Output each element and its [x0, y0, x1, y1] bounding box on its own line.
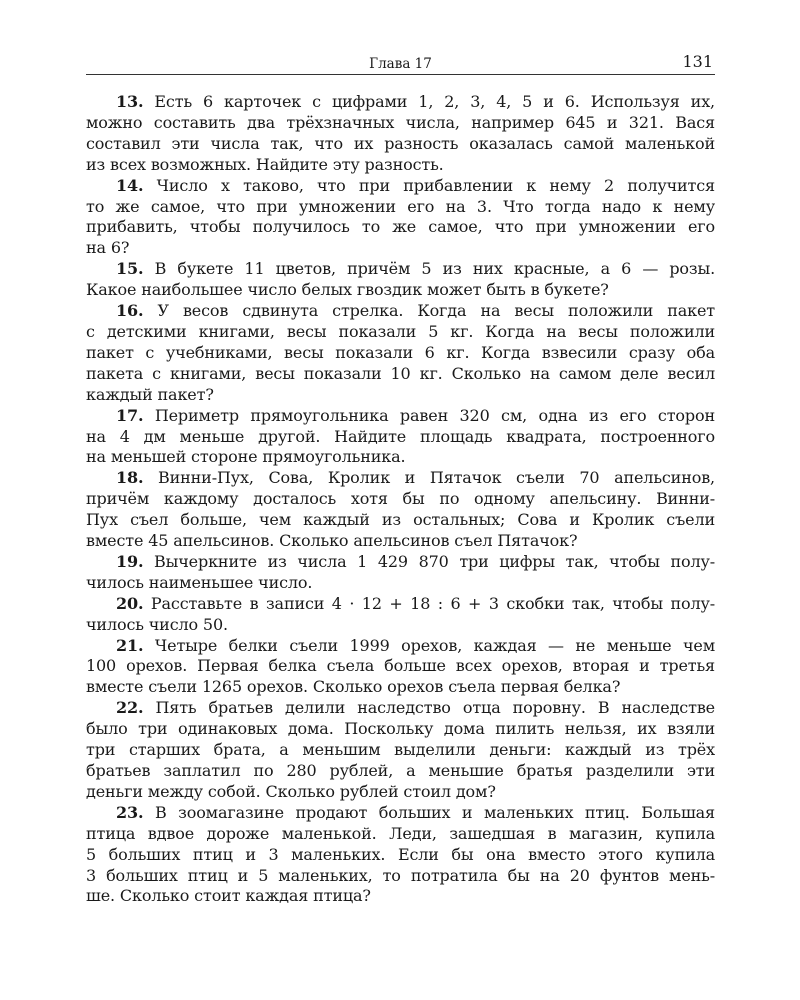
problem-number: 20. [116, 593, 144, 613]
problem-item [86, 468, 715, 552]
problem-item [86, 803, 715, 908]
problem-text: Пять братьев делили наследство отца поровну. В наследстве [155, 698, 715, 718]
problem-line: то же самое, что при умножении его на 3. Что тогда надо к нему [86, 196, 715, 216]
problem-line: вместе 45 апельсинов. Сколько апельсинов съел Пятачок? [86, 531, 578, 551]
problem-text: Вычеркните из числа 1 429 870 три цифры так, чтобы полу- [154, 551, 715, 571]
problem-number: 18. [116, 468, 144, 488]
page-number: 131 [682, 52, 713, 71]
problem-text: В букете 11 цветов, причём 5 из них красные, а 6 — розы. [154, 259, 715, 279]
problem-line: с детскими книгами, весы показали 5 кг. Когда на весы положили [86, 321, 715, 341]
problem-number: 16. [116, 301, 144, 321]
problem-line [86, 259, 715, 280]
problem-line [86, 803, 715, 824]
problem-item [86, 301, 715, 406]
problem-item [86, 636, 715, 699]
problem-item [86, 594, 715, 636]
problem-line: можно составить два трёхзначных числа, например 645 и 321. Вася [86, 112, 715, 132]
problem-text: Расставьте в записи 4 · 12 + 18 : 6 + 3 скобки так, чтобы полу- [150, 593, 715, 613]
problem-line: 5 больших птиц и 3 маленьких. Если бы она вместо этого купила [86, 844, 715, 864]
problem-line: вместе съели 1265 орехов. Сколько орехов съела первая белка? [86, 677, 621, 697]
problem-number: 13. [116, 92, 144, 111]
problem-line: Какое наибольшее число белых гвоздик может быть в букете? [86, 280, 609, 300]
problem-number: 14. [116, 175, 144, 195]
problem-line: на 6? [86, 238, 130, 258]
problem-item [86, 698, 715, 803]
problem-line [86, 552, 715, 573]
problem-line: пакет с учебниками, весы показали 6 кг. Когда взвесили сразу оба [86, 342, 715, 362]
problem-text: Винни-Пух, Сова, Кролик и Пятачок съели 70 апельсинов, [158, 468, 715, 488]
problem-number: 17. [116, 405, 144, 425]
problem-line: три старших брата, а меньшим выделили деньги: каждый из трёх [86, 740, 715, 760]
problem-line: чилось число 50. [86, 614, 228, 634]
problem-line [86, 698, 715, 719]
problem-line: Пух съел больше, чем каждый из остальных; Сова и Кролик съели [86, 510, 715, 530]
problem-line: на 4 дм меньше другой. Найдите площадь квадрата, построенного [86, 426, 715, 446]
problem-line: причём каждому досталось хотя бы по одному апельсину. Винни- [86, 489, 715, 509]
problem-line [86, 594, 715, 615]
problem-line: 3 больших птиц и 5 маленьких, то потратила бы на 20 фунтов мень- [86, 865, 715, 885]
problem-text: Периметр прямоугольника равен 320 см, одна из его сторон [154, 405, 715, 425]
problem-number: 23. [116, 802, 144, 822]
problem-item [86, 259, 715, 301]
problem-line: птица вдвое дороже маленькой. Леди, зашедшая в магазин, купила [86, 823, 715, 843]
problem-text: В зоомагазине продают больших и маленьких птиц. Большая [154, 802, 715, 822]
problem-text: У весов сдвинута стрелка. Когда на весы положили пакет [157, 301, 715, 321]
problem-line [86, 468, 715, 489]
problem-line: прибавить, чтобы получилось то же самое, что при умножении его [86, 217, 715, 237]
problem-number: 15. [116, 259, 144, 279]
problem-line [86, 92, 715, 113]
problem-list [86, 92, 715, 907]
problem-number: 21. [116, 635, 144, 655]
problem-text: Четыре белки съели 1999 орехов, каждая — не меньше чем [154, 635, 715, 655]
problem-line: из всех возможных. Найдите эту разность. [86, 154, 444, 174]
problem-line: ше. Сколько стоит каждая птица? [86, 886, 371, 906]
header-rule [86, 74, 715, 75]
problem-line: чилось наименьшее число. [86, 572, 313, 592]
problem-line [86, 176, 715, 197]
problem-item [86, 176, 715, 260]
problem-line [86, 406, 715, 427]
problem-item [86, 92, 715, 176]
problem-text: Есть 6 карточек с цифрами 1, 2, 3, 4, 5 и 6. Используя их, [154, 92, 715, 111]
problem-item [86, 552, 715, 594]
problem-number: 19. [116, 551, 144, 571]
problem-number: 22. [116, 698, 144, 718]
problem-text: Число x таково, что при прибавлении к нему 2 получится [156, 175, 715, 195]
chapter-title: Глава 17 [369, 56, 432, 72]
problem-line: на меньшей стороне прямоугольника. [86, 447, 406, 467]
problem-line: было три одинаковых дома. Поскольку дома пилить нельзя, их взяли [86, 719, 715, 739]
running-header [86, 52, 715, 72]
problem-line [86, 301, 715, 322]
problem-line: братьев заплатил по 280 рублей, а меньшие братья разделили эти [86, 761, 715, 780]
problem-line [86, 636, 715, 657]
problem-line: каждый пакет? [86, 384, 214, 404]
problem-line: составил эти числа так, что их разность оказалась самой маленькой [86, 133, 715, 153]
problem-line: пакета с книгами, весы показали 10 кг. Сколько на самом деле весил [86, 363, 715, 383]
problem-line: 100 орехов. Первая белка съела больше всех орехов, вторая и третья [86, 656, 715, 676]
problem-item [86, 406, 715, 469]
problem-line: деньги между собой. Сколько рублей стоил дом? [86, 781, 496, 801]
